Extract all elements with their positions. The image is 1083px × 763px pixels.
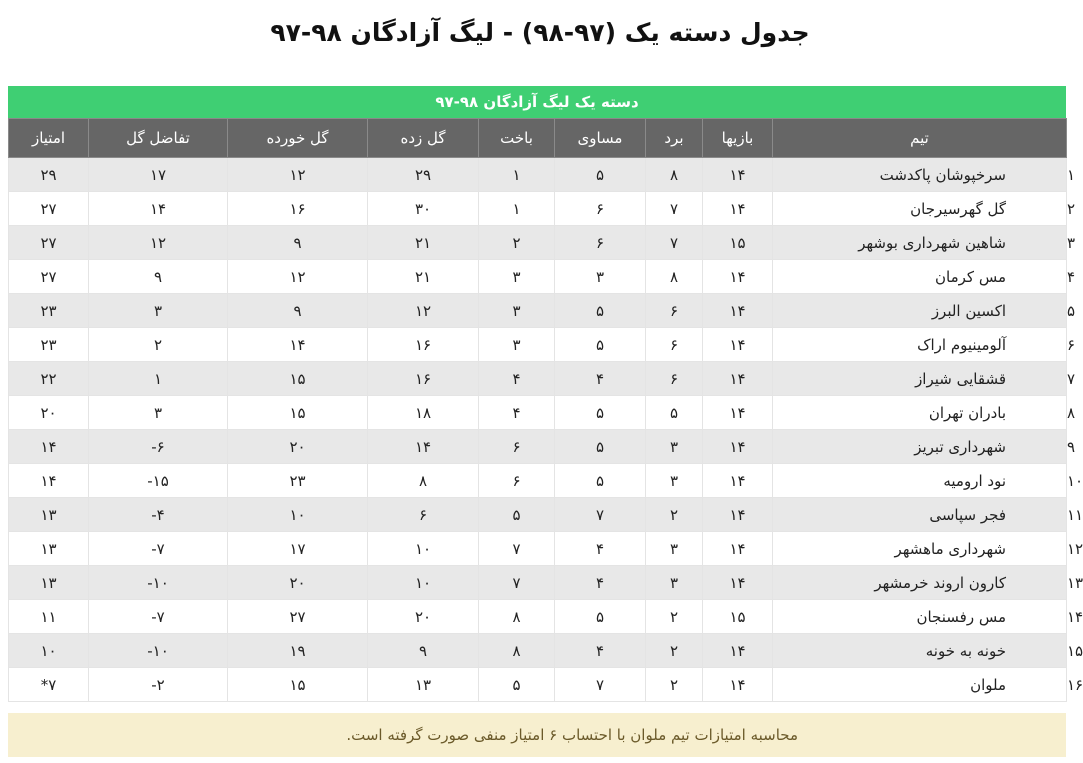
cell-played: ۱۴ [703, 396, 773, 430]
header-team: تیم [773, 119, 1067, 158]
cell-wins: ۶ [646, 328, 703, 362]
cell-played: ۱۴ [703, 566, 773, 600]
header-losses: باخت [479, 119, 555, 158]
cell-played: ۱۵ [703, 600, 773, 634]
cell-goals-for: ۱۰ [368, 532, 479, 566]
cell-points: *۷ [9, 668, 89, 702]
cell-played: ۱۴ [703, 464, 773, 498]
cell-played: ۱۴ [703, 532, 773, 566]
cell-losses: ۷ [479, 532, 555, 566]
cell-losses: ۱ [479, 158, 555, 192]
cell-team: شهرداری ماهشهر [773, 532, 1067, 566]
cell-draws: ۵ [555, 328, 646, 362]
cell-wins: ۲ [646, 668, 703, 702]
cell-team: خونه به خونه [773, 634, 1067, 668]
cell-goals-for: ۱۸ [368, 396, 479, 430]
cell-points: ۲۰ [9, 396, 89, 430]
table-banner: دسته یک لیگ آزادگان ۹۸-۹۷ [8, 86, 1066, 118]
cell-goals-for: ۱۳ [368, 668, 479, 702]
cell-goals-against: ۱۷ [228, 532, 368, 566]
table-row: ۱۳ -۱۰ ۲۰ ۱۰ ۷ ۴ ۳ ۱۴ کارون اروند خرمشهر ۱۳ [9, 566, 1067, 600]
cell-goal-diff: -۷ [89, 600, 228, 634]
cell-wins: ۸ [646, 260, 703, 294]
cell-team: ملوان [773, 668, 1067, 702]
cell-wins: ۵ [646, 396, 703, 430]
cell-played: ۱۵ [703, 226, 773, 260]
cell-played: ۱۴ [703, 668, 773, 702]
cell-goals-for: ۱۴ [368, 430, 479, 464]
header-goals-for: گل زده [368, 119, 479, 158]
cell-losses: ۱ [479, 192, 555, 226]
cell-draws: ۷ [555, 498, 646, 532]
cell-draws: ۵ [555, 464, 646, 498]
table-row: ۱۴ -۱۵ ۲۳ ۸ ۶ ۵ ۳ ۱۴ نود ارومیه ۱۰ [9, 464, 1067, 498]
table-row: ۱۰ -۱۰ ۱۹ ۹ ۸ ۴ ۲ ۱۴ خونه به خونه ۱۵ [9, 634, 1067, 668]
cell-points: ۱۰ [9, 634, 89, 668]
table-row: ۱۳ -۴ ۱۰ ۶ ۵ ۷ ۲ ۱۴ فجر سپاسی ۱۱ [9, 498, 1067, 532]
header-goal-diff: تفاضل گل [89, 119, 228, 158]
cell-wins: ۶ [646, 294, 703, 328]
table-row: ۲۷ ۹ ۱۲ ۲۱ ۳ ۳ ۸ ۱۴ مس کرمان ۴ [9, 260, 1067, 294]
standings-table [8, 118, 1083, 702]
cell-team: سرخپوشان پاکدشت [773, 158, 1067, 192]
cell-team: اکسین البرز [773, 294, 1067, 328]
cell-goals-against: ۲۳ [228, 464, 368, 498]
cell-wins: ۳ [646, 464, 703, 498]
cell-goal-diff: -۱۰ [89, 634, 228, 668]
page-title: جدول دسته یک (۹۷-۹۸) - لیگ آزادگان ۹۸-۹۷ [270, 18, 810, 47]
table-row: ۱۱ -۷ ۲۷ ۲۰ ۸ ۵ ۲ ۱۵ مس رفسنجان ۱۴ [9, 600, 1067, 634]
standings-container [8, 86, 1083, 702]
table-row: ۲۹ ۱۷ ۱۲ ۲۹ ۱ ۵ ۸ ۱۴ سرخپوشان پاکدشت ۱ [9, 158, 1067, 192]
cell-losses: ۸ [479, 600, 555, 634]
cell-wins: ۲ [646, 600, 703, 634]
header-wins: برد [646, 119, 703, 158]
cell-goals-against: ۱۵ [228, 396, 368, 430]
cell-goal-diff: ۱ [89, 362, 228, 396]
cell-team: آلومینیوم اراک [773, 328, 1067, 362]
cell-draws: ۶ [555, 192, 646, 226]
cell-goals-against: ۹ [228, 294, 368, 328]
cell-goals-for: ۱۰ [368, 566, 479, 600]
cell-goal-diff: ۹ [89, 260, 228, 294]
cell-wins: ۲ [646, 498, 703, 532]
cell-goals-for: ۱۲ [368, 294, 479, 328]
cell-points: ۱۳ [9, 532, 89, 566]
cell-losses: ۴ [479, 396, 555, 430]
cell-goals-against: ۱۵ [228, 668, 368, 702]
cell-team: مس رفسنجان [773, 600, 1067, 634]
table-row: ۲۳ ۳ ۹ ۱۲ ۳ ۵ ۶ ۱۴ اکسین البرز ۵ [9, 294, 1067, 328]
cell-wins: ۷ [646, 226, 703, 260]
cell-draws: ۴ [555, 566, 646, 600]
cell-goal-diff: -۲ [89, 668, 228, 702]
table-row: ۲۳ ۲ ۱۴ ۱۶ ۳ ۵ ۶ ۱۴ آلومینیوم اراک ۶ [9, 328, 1067, 362]
cell-goals-against: ۱۰ [228, 498, 368, 532]
table-row: ۲۰ ۳ ۱۵ ۱۸ ۴ ۵ ۵ ۱۴ بادران تهران ۸ [9, 396, 1067, 430]
header-points: امتیاز [9, 119, 89, 158]
cell-team: فجر سپاسی [773, 498, 1067, 532]
cell-goal-diff: -۶ [89, 430, 228, 464]
cell-goals-for: ۲۱ [368, 260, 479, 294]
cell-played: ۱۴ [703, 328, 773, 362]
cell-draws: ۵ [555, 158, 646, 192]
header-goals-against: گل خورده [228, 119, 368, 158]
cell-team: بادران تهران [773, 396, 1067, 430]
header-played: بازیها [703, 119, 773, 158]
cell-wins: ۳ [646, 430, 703, 464]
cell-played: ۱۴ [703, 634, 773, 668]
cell-goals-against: ۱۶ [228, 192, 368, 226]
cell-goals-against: ۱۹ [228, 634, 368, 668]
header-draws: مساوی [555, 119, 646, 158]
cell-points: ۲۲ [9, 362, 89, 396]
table-row: ۲۷ ۱۲ ۹ ۲۱ ۲ ۶ ۷ ۱۵ شاهین شهرداری بوشهر ۳ [9, 226, 1067, 260]
cell-points: ۲۹ [9, 158, 89, 192]
cell-losses: ۵ [479, 498, 555, 532]
cell-goal-diff: ۲ [89, 328, 228, 362]
cell-goals-against: ۱۵ [228, 362, 368, 396]
cell-losses: ۳ [479, 294, 555, 328]
footnote: محاسبه امتیازات تیم ملوان با احتساب ۶ امتیاز منفی صورت گرفته است. [8, 713, 1066, 757]
table-row: ۲۲ ۱ ۱۵ ۱۶ ۴ ۴ ۶ ۱۴ قشقایی شیراز ۷ [9, 362, 1067, 396]
cell-draws: ۷ [555, 668, 646, 702]
cell-team: شهرداری تبریز [773, 430, 1067, 464]
cell-losses: ۸ [479, 634, 555, 668]
cell-goals-for: ۱۶ [368, 328, 479, 362]
cell-goal-diff: ۱۷ [89, 158, 228, 192]
cell-goals-against: ۲۰ [228, 430, 368, 464]
cell-draws: ۴ [555, 634, 646, 668]
cell-points: ۲۳ [9, 328, 89, 362]
cell-goal-diff: -۴ [89, 498, 228, 532]
cell-draws: ۵ [555, 294, 646, 328]
cell-wins: ۳ [646, 566, 703, 600]
cell-draws: ۵ [555, 396, 646, 430]
cell-losses: ۶ [479, 464, 555, 498]
cell-draws: ۴ [555, 532, 646, 566]
cell-goals-for: ۲۹ [368, 158, 479, 192]
cell-wins: ۶ [646, 362, 703, 396]
cell-losses: ۲ [479, 226, 555, 260]
cell-played: ۱۴ [703, 362, 773, 396]
cell-played: ۱۴ [703, 498, 773, 532]
cell-played: ۱۴ [703, 192, 773, 226]
table-row: ۱۳ -۷ ۱۷ ۱۰ ۷ ۴ ۳ ۱۴ شهرداری ماهشهر ۱۲ [9, 532, 1067, 566]
cell-team: مس کرمان [773, 260, 1067, 294]
cell-goals-against: ۲۷ [228, 600, 368, 634]
cell-losses: ۵ [479, 668, 555, 702]
table-row: ۱۴ -۶ ۲۰ ۱۴ ۶ ۵ ۳ ۱۴ شهرداری تبریز ۹ [9, 430, 1067, 464]
cell-goals-for: ۹ [368, 634, 479, 668]
cell-wins: ۲ [646, 634, 703, 668]
cell-goals-for: ۱۶ [368, 362, 479, 396]
cell-points: ۲۷ [9, 226, 89, 260]
cell-goals-for: ۲۰ [368, 600, 479, 634]
cell-points: ۲۷ [9, 260, 89, 294]
cell-team: قشقایی شیراز [773, 362, 1067, 396]
cell-goals-against: ۱۴ [228, 328, 368, 362]
cell-wins: ۸ [646, 158, 703, 192]
table-row: ۲۷ ۱۴ ۱۶ ۳۰ ۱ ۶ ۷ ۱۴ گل گهرسیرجان ۲ [9, 192, 1067, 226]
cell-team: کارون اروند خرمشهر [773, 566, 1067, 600]
cell-goal-diff: ۳ [89, 396, 228, 430]
cell-goals-for: ۲۱ [368, 226, 479, 260]
cell-wins: ۷ [646, 192, 703, 226]
cell-goal-diff: -۱۵ [89, 464, 228, 498]
cell-draws: ۵ [555, 430, 646, 464]
cell-goal-diff: -۷ [89, 532, 228, 566]
cell-losses: ۳ [479, 260, 555, 294]
cell-goals-against: ۹ [228, 226, 368, 260]
table-body [9, 158, 1083, 702]
cell-points: ۲۷ [9, 192, 89, 226]
cell-team: گل گهرسیرجان [773, 192, 1067, 226]
cell-draws: ۵ [555, 600, 646, 634]
cell-points: ۱۱ [9, 600, 89, 634]
cell-goals-against: ۱۲ [228, 158, 368, 192]
cell-goals-for: ۳۰ [368, 192, 479, 226]
cell-goals-for: ۶ [368, 498, 479, 532]
cell-draws: ۴ [555, 362, 646, 396]
cell-wins: ۳ [646, 532, 703, 566]
cell-goal-diff: ۱۲ [89, 226, 228, 260]
cell-goal-diff: ۱۴ [89, 192, 228, 226]
cell-losses: ۶ [479, 430, 555, 464]
cell-played: ۱۴ [703, 430, 773, 464]
cell-goals-against: ۱۲ [228, 260, 368, 294]
cell-goals-against: ۲۰ [228, 566, 368, 600]
cell-losses: ۴ [479, 362, 555, 396]
cell-points: ۱۳ [9, 498, 89, 532]
cell-goal-diff: ۳ [89, 294, 228, 328]
cell-goal-diff: -۱۰ [89, 566, 228, 600]
cell-points: ۱۴ [9, 464, 89, 498]
cell-goals-for: ۸ [368, 464, 479, 498]
cell-points: ۲۳ [9, 294, 89, 328]
cell-team: شاهین شهرداری بوشهر [773, 226, 1067, 260]
cell-played: ۱۴ [703, 260, 773, 294]
table-row: *۷ -۲ ۱۵ ۱۳ ۵ ۷ ۲ ۱۴ ملوان ۱۶ [9, 668, 1067, 702]
cell-team: نود ارومیه [773, 464, 1067, 498]
cell-played: ۱۴ [703, 294, 773, 328]
cell-points: ۱۳ [9, 566, 89, 600]
cell-losses: ۳ [479, 328, 555, 362]
table-header [9, 119, 1067, 158]
cell-losses: ۷ [479, 566, 555, 600]
cell-draws: ۶ [555, 226, 646, 260]
cell-points: ۱۴ [9, 430, 89, 464]
cell-played: ۱۴ [703, 158, 773, 192]
cell-draws: ۳ [555, 260, 646, 294]
